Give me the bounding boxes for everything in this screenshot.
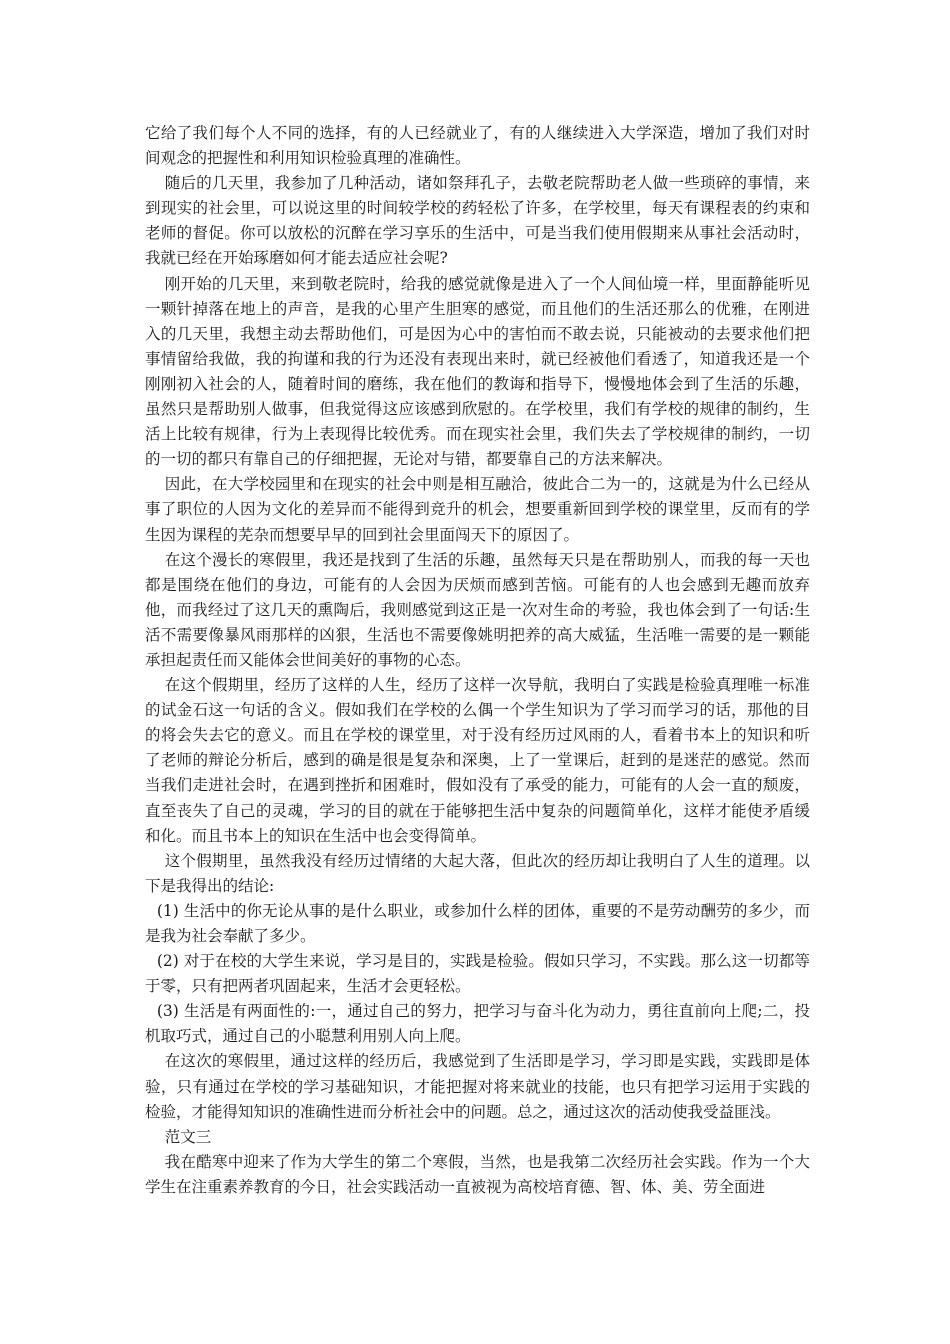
list-item-conclusion-3: (3) 生活是有两面性的:一，通过自己的努力，把学习与奋斗化为动力，勇往直前向上爬;二，投机取巧式，通过自己的小聪慧利用别人向上爬。: [145, 1002, 810, 1046]
paragraph-campus-society: 因此，在大学校园里和在现实的社会中则是相互融洽，彼此合二为一的，这就是为什么已经从事了职位的人因为文化的差异而不能得到竞升的机会，想要重新回到学校的课堂里，反而有的学生因为课程的芜杂而想要早早的回到社会里面闯天下的原因了。: [145, 475, 810, 544]
paragraph-winter-break: 在这个漫长的寒假里，我还是找到了生活的乐趣，虽然每天只是在帮助别人，而我的每一天也都是围绕在他们的身边，可能有的人会因为厌烦而感到苦恼。可能有的人也会感到无趣而放弃他，而我经过了这几天的熏陶后，我则感觉到这正是一次对生命的考验，我也体会到了一句话:生活不需要像暴风雨那样的凶狠，生活也不需要像姚明把养的高大威猛，生活唯一需要的是一颗能承担起责任而又能体会世间美好的事物的心态。: [145, 550, 810, 669]
document-body: [145, 121, 810, 1200]
section-heading-sample-three: 范文三: [164, 1127, 212, 1146]
paragraph-conclusion-intro: 这个假期里，虽然我没有经历过情绪的大起大落，但此次的经历却让我明白了人生的道理。以下是我得出的结论:: [145, 851, 810, 895]
paragraph-summary: 在这次的寒假里，通过这样的经历后，我感觉到了生活即是学习，学习即是实践，实践即是体验，只有通过在学校的学习基础知识，才能把握对将来就业的技能，也只有把学习运用于实践的检验，才能得知知识的准确性进而分析社会中的问题。总之，通过这次的活动使我受益匪浅。: [145, 1052, 810, 1121]
paragraph-activities: 随后的几天里，我参加了几种活动，诸如祭拜孔子，去敬老院帮助老人做一些琐碎的事情，来到现实的社会里，可以说这里的时间较学校的药轻松了许多，在学校里，每天有课程表的约束和老师的督促。你可以放松的沉醉在学习享乐的生活中，可是当我们使用假期来从事社会活动时，我就已经在开始琢磨如何才能去适应社会呢?: [145, 174, 810, 268]
list-item-conclusion-2: (2) 对于在校的大学生来说，学习是目的，实践是检验。假如只学习，不实践。那么这一切都等于零，只有把两者巩固起来，生活才会更轻松。: [145, 952, 810, 996]
paragraph-sample-three-start: 我在酷寒中迎来了作为大学生的第二个寒假，当然，也是我第二次经历社会实践。作为一个大学生在注重素养教育的今日，社会实践活动一直被视为高校培育德、智、体、美、劳全面进: [145, 1152, 810, 1196]
paragraph-continuation: 它给了我们每个人不同的选择，有的人已经就业了，有的人继续进入大学深造，增加了我们对时间观念的把握性和利用知识检验真理的准确性。: [145, 124, 810, 168]
paragraph-nursing-home: 刚开始的几天里，来到敬老院时，给我的感觉就像是进入了一个人间仙境一样，里面静能听见一颗针掉落在地上的声音，是我的心里产生胆寒的感觉，而且他们的生活还那么的优雅，在刚进入的几天里，我想主动去帮助他们，可是因为心中的害怕而不敢去说，只能被动的去要求他们把事情留给我做，我的拘谨和我的行为还没有表现出来时，就已经被他们看透了，知道我还是一个刚刚初入社会的人，随着时间的磨练，我在他们的教诲和指导下，慢慢地体会到了生活的乐趣，虽然只是帮助别人做事，但我觉得这应该感到欣慰的。在学校里，我们有学校的规律的制约，生活上比较有规律，行为上表现得比较优秀。而在现实社会里，我们失去了学校规律的制约，一切的一切的都只有靠自己的仔细把握，无论对与错，都要靠自己的方法来解决。: [145, 274, 810, 469]
list-item-conclusion-1: (1) 生活中的你无论从事的是什么职业，或参加什么样的团体，重要的不是劳动酬劳的多少，而是我为社会奉献了多少。: [145, 901, 810, 945]
paragraph-practice-truth: 在这个假期里，经历了这样的人生，经历了这样一次导航，我明白了实践是检验真理唯一标准的试金石这一句话的含义。假如我们在学校的么偶一个学生知识为了学习而学习的话，那他的目的将会失去它的意义。而且在学校的课堂里，对于没有经历过风雨的人，看着书本上的知识和听了老师的辩论分析后，感到的确是很是复杂和深奥，上了一堂课后，赶到的是迷茫的感觉。然而当我们走进社会时，在遇到挫折和困难时，假如没有了承受的能力，可能有的人会一直的颓废，直至丧失了自己的灵魂，学习的目的就在于能够把生活中复杂的问题简单化，这样才能使矛盾缓和化。而且书本上的知识在生活中也会变得简单。: [145, 676, 810, 845]
